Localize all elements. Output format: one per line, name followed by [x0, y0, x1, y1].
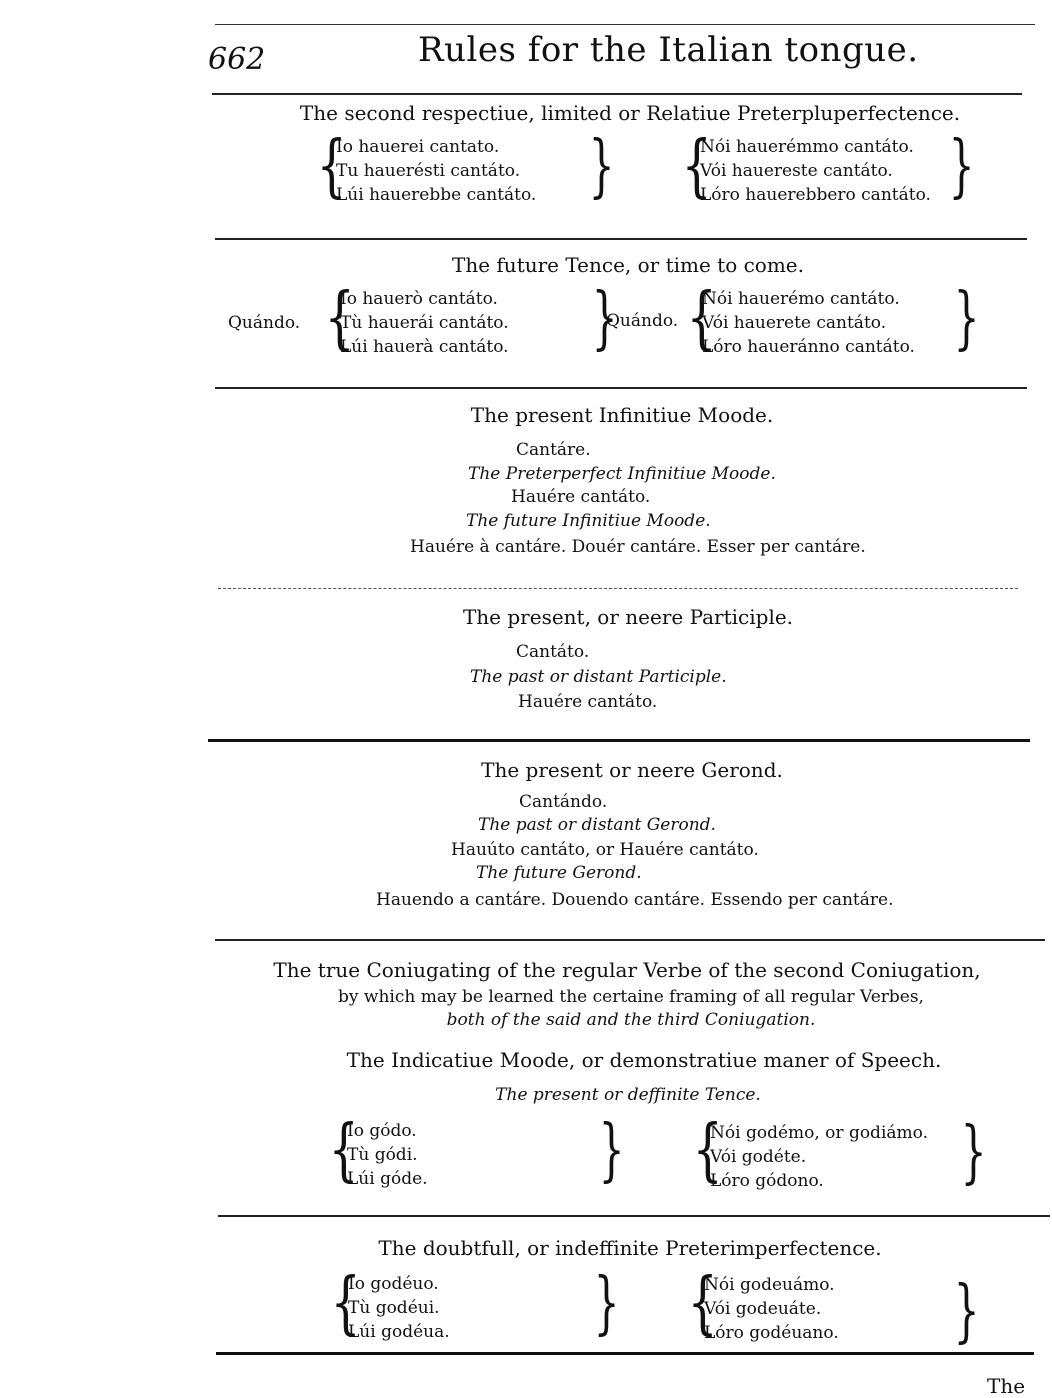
section-1-right [700, 135, 931, 207]
form-line: Hauére cantáto. [511, 487, 651, 507]
section-1-title: The second respectiue, limited or Relatiue Preterpluperfectence. [299, 101, 961, 125]
conj-line: Lúi hauerà cantáto. [340, 337, 509, 357]
section-5-title: The present or neere Gerond. [481, 758, 783, 782]
conj-line: Nói hauerémmo cantáto. [700, 137, 914, 157]
brace-close: } [953, 279, 980, 358]
section-4-title: The present, or neere Participle. [462, 605, 794, 629]
conj-line: Lóro hauerebbero cantáto. [700, 185, 931, 205]
section-rule [215, 238, 1027, 240]
section-rule [208, 739, 1030, 742]
bottom-rule [216, 1352, 1034, 1355]
conj-line: Io hauerò cantáto. [340, 289, 498, 309]
section-7-right [704, 1273, 839, 1345]
section-2-title: The future Tence, or time to come. [451, 253, 805, 277]
brace-close: } [953, 1272, 980, 1351]
page-number: 662 [208, 42, 266, 77]
conj-line: Tu hauerésti cantáto. [336, 161, 521, 181]
brace-close: } [588, 127, 615, 206]
brace-open: { [692, 1111, 723, 1190]
form-line: Cantáre. [516, 440, 591, 460]
section-3-title: The present Infinitiue Moode. [470, 403, 774, 427]
quando-left: Quándo. [228, 313, 301, 333]
running-head: Rules for the Italian tongue. [418, 30, 919, 70]
brace-open: { [686, 279, 717, 358]
subheading: The past or distant Participle. [470, 667, 727, 687]
form-line: Hauére cantáto. [518, 692, 658, 712]
section-6-title-2: by which may be learned the certaine framing of all regular Verbes, [338, 987, 924, 1007]
conj-line: Io hauerei cantato. [336, 137, 500, 157]
section-6-title-1: The true Coniugating of the regular Verbe of the second Coniugation, [273, 958, 981, 982]
form-line: Hauére à cantáre. Douér cantáre. Esser per cantáre. [410, 537, 866, 557]
section-rule [215, 939, 1045, 941]
conj-line: Io godéuo. [348, 1274, 439, 1294]
section-rule [215, 387, 1027, 389]
section-2-right [702, 287, 915, 359]
conj-line: Tù hauerái cantáto. [340, 313, 509, 333]
section-rule [218, 1215, 1050, 1217]
subheading: The future Infinitiue Moode. [466, 511, 711, 531]
conj-line: Tù godéui. [348, 1298, 440, 1318]
brace-open: { [330, 1264, 361, 1343]
conj-line: Vói godéte. [710, 1147, 807, 1167]
brace-close: } [591, 279, 618, 358]
conj-line: Vói godeuáte. [704, 1299, 822, 1319]
mood-heading: The Indicatiue Moode, or demonstratiue maner of Speech. [346, 1048, 942, 1072]
brace-close: } [948, 127, 975, 206]
quando-right: Quándo. [606, 311, 679, 331]
brace-close: } [598, 1111, 625, 1190]
brace-open: { [687, 1264, 718, 1343]
form-line: Hauúto cantáto, or Hauére cantáto. [451, 840, 759, 860]
conj-line: Lóro haueránno cantáto. [702, 337, 915, 357]
subheading: The Preterperfect Infinitiue Moode. [468, 464, 776, 484]
section-6-left [347, 1119, 428, 1191]
conj-line: Lúi góde. [347, 1169, 428, 1189]
section-1-left [336, 135, 536, 207]
conj-line: Vói hauereste cantáto. [700, 161, 893, 181]
subheading: The future Gerond. [476, 863, 642, 883]
brace-close: } [593, 1264, 620, 1343]
conj-line: Io gódo. [347, 1121, 417, 1141]
section-6-right [710, 1121, 928, 1193]
brace-open: { [681, 127, 712, 206]
catchword: The [987, 1374, 1026, 1398]
section-2-left [340, 287, 509, 359]
conj-line: Nói godémo, or godiámo. [710, 1123, 928, 1143]
brace-close: } [960, 1113, 987, 1192]
brace-open: { [316, 127, 347, 206]
brace-open: { [324, 279, 355, 358]
top-rule [215, 24, 1035, 25]
conj-line: Nói godeuámo. [704, 1275, 835, 1295]
section-7-title: The doubtfull, or indeffinite Preterimperfectence. [378, 1236, 882, 1260]
conj-line: Vói hauerete cantáto. [702, 313, 887, 333]
conj-line: Lúi hauerebbe cantáto. [336, 185, 537, 205]
conj-line: Nói hauerémo cantáto. [702, 289, 900, 309]
section-6-title-3: both of the said and the third Coniugation. [446, 1010, 816, 1030]
subheading: The past or distant Gerond. [478, 815, 716, 835]
section-rule [218, 588, 1018, 589]
conj-line: Lúi godéua. [348, 1322, 450, 1342]
conj-line: Lóro godéuano. [704, 1323, 839, 1343]
form-line: Cantáto. [516, 642, 590, 662]
form-line: Hauendo a cantáre. Douendo cantáre. Essendo per cantáre. [376, 890, 894, 910]
header-rule [212, 93, 1022, 95]
tense-heading: The present or deffinite Tence. [495, 1085, 761, 1105]
conj-line: Lóro gódono. [710, 1171, 824, 1191]
conj-line: Tù gódi. [347, 1145, 418, 1165]
form-line: Cantándo. [519, 792, 608, 812]
section-7-left [348, 1272, 450, 1344]
brace-open: { [328, 1111, 359, 1190]
